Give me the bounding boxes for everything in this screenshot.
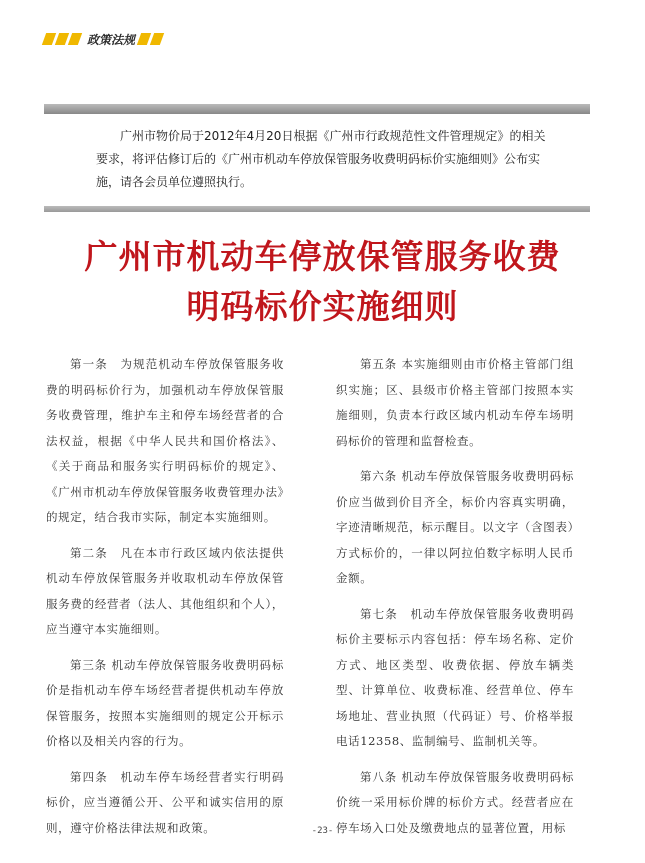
article-paragraph: 第八条 机动车停放保管服务收费明码标价统一采用标价牌的标价方式。经营者应在停车场入口处及缴费地点的显著位置，用标 (336, 769, 574, 835)
article-paragraph: 第五条 本实施细则由市价格主管部门组织实施；区、县级市价格主管部门按照本实施细则，负责本行政区域内机动车停车场明码标价的管理和监督检查。 (336, 357, 574, 448)
top-divider (44, 104, 590, 114)
article-paragraph: 第六条 机动车停放保管服务收费明码标价应当做到价目齐全，标价内容真实明确，字迹清晰规范，标示醒目。以文字（含图表）方式标价的，一律以阿拉伯数字标明人民币金额。 (336, 469, 574, 585)
stripe-decoration (55, 33, 69, 45)
article-paragraph: 第四条 机动车停车场经营者实行明码标价，应当遵循公开、公平和诚实信用的原则，遵守价格法律法规和政策。 (46, 769, 284, 835)
header-stripes-left (44, 33, 83, 45)
page-number: -23- (311, 826, 334, 836)
section-label: 政策法规 (87, 32, 136, 47)
article-paragraph: 第三条 机动车停放保管服务收费明码标价是指机动车停车场经营者提供机动车停放保管服务，按照本实施细则的规定公开标示价格以及相关内容的行为。 (46, 657, 284, 748)
stripe-decoration (137, 33, 151, 45)
intro-paragraph: 广州市物价局于2012年4月20日根据《广州市行政规范性文件管理规定》的相关要求，将评估修订后的《广州市机动车停放保管服务收费明码标价实施细则》公布实施，请各会员单位遵照执行。 (96, 129, 546, 189)
bottom-divider (44, 206, 590, 212)
section-header (44, 30, 184, 48)
header-stripes-right (139, 33, 165, 45)
stripe-decoration (150, 33, 164, 45)
article-paragraph: 第二条 凡在本市行政区域内依法提供机动车停放保管服务并收取机动车停放保管服务费的经营者（法人、其他组织和个人），应当遵守本实施细则。 (46, 545, 284, 636)
left-column (46, 352, 284, 851)
title-line-2: 明码标价实施细则 (186, 287, 459, 326)
right-column (336, 352, 574, 851)
stripe-decoration (42, 33, 56, 45)
document-title (0, 232, 645, 332)
stripe-decoration (68, 33, 82, 45)
article-paragraph: 第一条 为规范机动车停放保管服务收费的明码标价行为，加强机动车停放保管服务收费管理，维护车主和停车场经营者的合法权益，根据《中华人民共和国价格法》、《关于商品和服务实行明码标价的规定》、《广州市机动车停放保管服务收费管理办法》的规定，结合我市实际，制定本实施细则。 (46, 357, 284, 524)
title-line-1: 广州市机动车停放保管服务收费 (84, 237, 561, 276)
article-paragraph: 第七条 机动车停放保管服务收费明码标价主要标示内容包括：停车场名称、定价方式、地区类型、收费依据、停放车辆类型、计算单位、收费标准、经营单位、停车场地址、营业执照（代码证）号、价格举报电话12358、监制编号、监制机关等。 (336, 606, 574, 748)
